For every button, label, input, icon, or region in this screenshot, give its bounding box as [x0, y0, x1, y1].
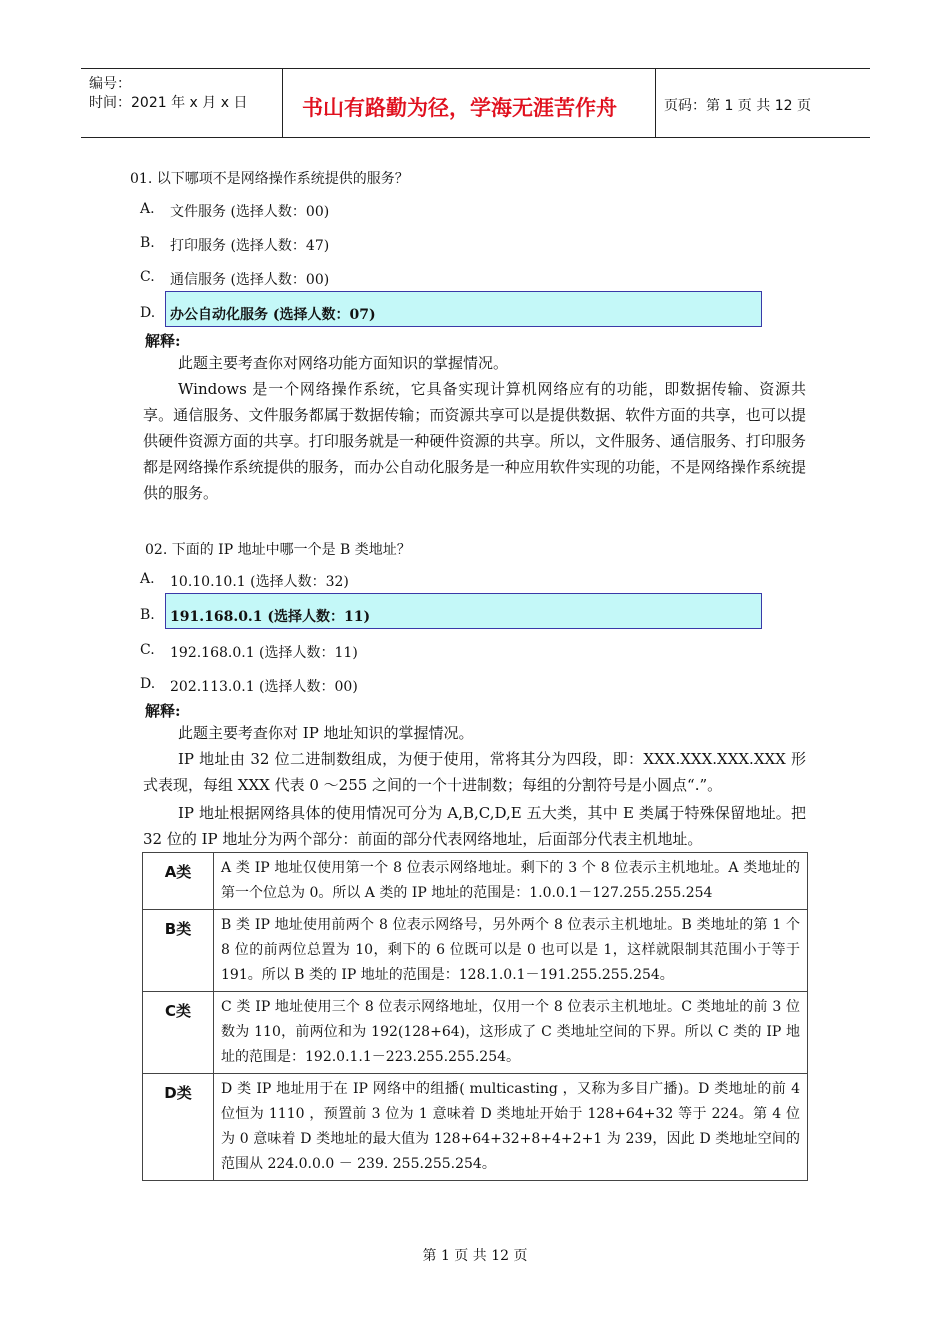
q1-option-c: 通信服务 (选择人数：00) [170, 272, 330, 288]
q1-option-d: 办公自动化服务 (选择人数：07) [170, 307, 376, 323]
page-footer: 第 1 页 共 12 页 [422, 1248, 528, 1264]
class-key: B类 [143, 910, 214, 992]
q1-option-c-letter: C. [140, 269, 155, 285]
question-1: 01. 以下哪项不是网络操作系统提供的服务？ [130, 171, 409, 187]
q1-explain-label: 解释: [145, 332, 181, 350]
number-label: 编号： [89, 76, 131, 92]
class-key: A类 [143, 853, 214, 910]
q2-explain-p1: IP 地址由 32 位二进制数组成，为便于使用，常将其分为四段，即：XXX.XXX.XXX.XXX 形式表现，每组 XXX 代表 0 ～255 之间的一个十进制数；每组的分割符号是小圆点“.”。 [143, 750, 806, 794]
table-row [143, 1074, 808, 1181]
q2-explain-intro: 此题主要考查你对 IP 地址知识的掌握情况。 [178, 724, 474, 742]
q2-option-c: 192.168.0.1 (选择人数：11) [170, 645, 358, 661]
q1-option-b: 打印服务 (选择人数：47) [170, 238, 330, 254]
page-info: 页码：第 1 页 共 12 页 [664, 98, 811, 114]
motto: 书山有路勤为径，学海无涯苦作舟 [302, 96, 617, 120]
q1-option-a: 文件服务 (选择人数：00) [170, 204, 330, 220]
class-desc: A 类 IP 地址仅使用第一个 8 位表示网络地址。剩下的 3 个 8 位表示主机地址。A 类地址的第一个位总为 0。所以 A 类的 IP 地址的范围是：1.0.0.1－127.255.255.254 [214, 853, 808, 910]
question-2: 02. 下面的 IP 地址中哪一个是 B 类地址？ [145, 542, 411, 558]
q1-explain-intro: 此题主要考查你对网络功能方面知识的掌握情况。 [178, 354, 509, 372]
header-left-cell [81, 69, 282, 137]
class-desc: B 类 IP 地址使用前两个 8 位表示网络号，另外两个 8 位表示主机地址。B 类地址的第 1 个 8 位的前两位总置为 10，剩下的 6 位既可以是 0 也可以是 1，这样就限制其范围小于等于 191。所以 B 类的 IP 地址的范围是：128.1.0.1－191.255.255.254。 [214, 910, 808, 992]
page-header [81, 68, 870, 138]
table-row [143, 853, 808, 910]
q2-explain-label: 解释: [145, 702, 181, 720]
class-key: D类 [143, 1074, 214, 1181]
ip-class-table [142, 852, 808, 1181]
class-key: C类 [143, 992, 214, 1074]
q2-option-b: 191.168.0.1 (选择人数：11) [170, 609, 371, 625]
q2-option-a-letter: A. [140, 571, 155, 587]
q2-option-a: 10.10.10.1 (选择人数：32) [170, 574, 349, 590]
q2-option-d-letter: D. [140, 676, 156, 692]
q1-option-b-letter: B. [140, 235, 155, 251]
q1-option-a-letter: A. [140, 201, 155, 217]
table-row [143, 910, 808, 992]
date-label: 时间：2021 年 x 月 x 日 [89, 95, 248, 111]
header-page-cell [655, 69, 870, 137]
class-desc: D 类 IP 地址用于在 IP 网络中的组播( multicasting ，又称为多目广播)。D 类地址的前 4 位恒为 1110 ，预置前 3 位为 1 意味着 D 类地址开始于 128+64+32 等于 224。第 4 位为 0 意味着 D 类地址的最大值为 128+64+32+8+4+2+1 为 239，因此 D 类地址空间的范围从 224.0.0.0 － 239. 255.255.254。 [214, 1074, 808, 1181]
q1-explain-body: Windows 是一个网络操作系统，它具备实现计算机网络应有的功能，即数据传输、资源共享。通信服务、文件服务都属于数据传输；而资源共享可以是提供数据、软件方面的共享，也可以提供硬件资源方面的共享。打印服务就是一种硬件资源的共享。所以，文件服务、通信服务、打印服务都是网络操作系统提供的服务，而办公自动化服务是一种应用软件实现的功能，不是网络操作系统提供的服务。 [143, 380, 806, 502]
q2-option-c-letter: C. [140, 642, 155, 658]
q2-explain-p2: IP 地址根据网络具体的使用情况可分为 A,B,C,D,E 五大类，其中 E 类属于特殊保留地址。把 32 位的 IP 地址分为两个部分：前面的部分代表网络地址，后面部分代表主机地址。 [143, 804, 806, 848]
q2-option-d: 202.113.0.1 (选择人数：00) [170, 679, 358, 695]
class-desc: C 类 IP 地址使用三个 8 位表示网络地址，仅用一个 8 位表示主机地址。C 类地址的前 3 位数为 110，前两位和为 192(128+64)，这形成了 C 类地址空间的下界。所以 C 类的 IP 地址的范围是：192.0.1.1－223.255.255.254。 [214, 992, 808, 1074]
q1-option-d-letter: D. [140, 305, 156, 321]
header-motto-cell [282, 69, 656, 137]
table-row [143, 992, 808, 1074]
q2-option-b-letter: B. [140, 607, 155, 623]
